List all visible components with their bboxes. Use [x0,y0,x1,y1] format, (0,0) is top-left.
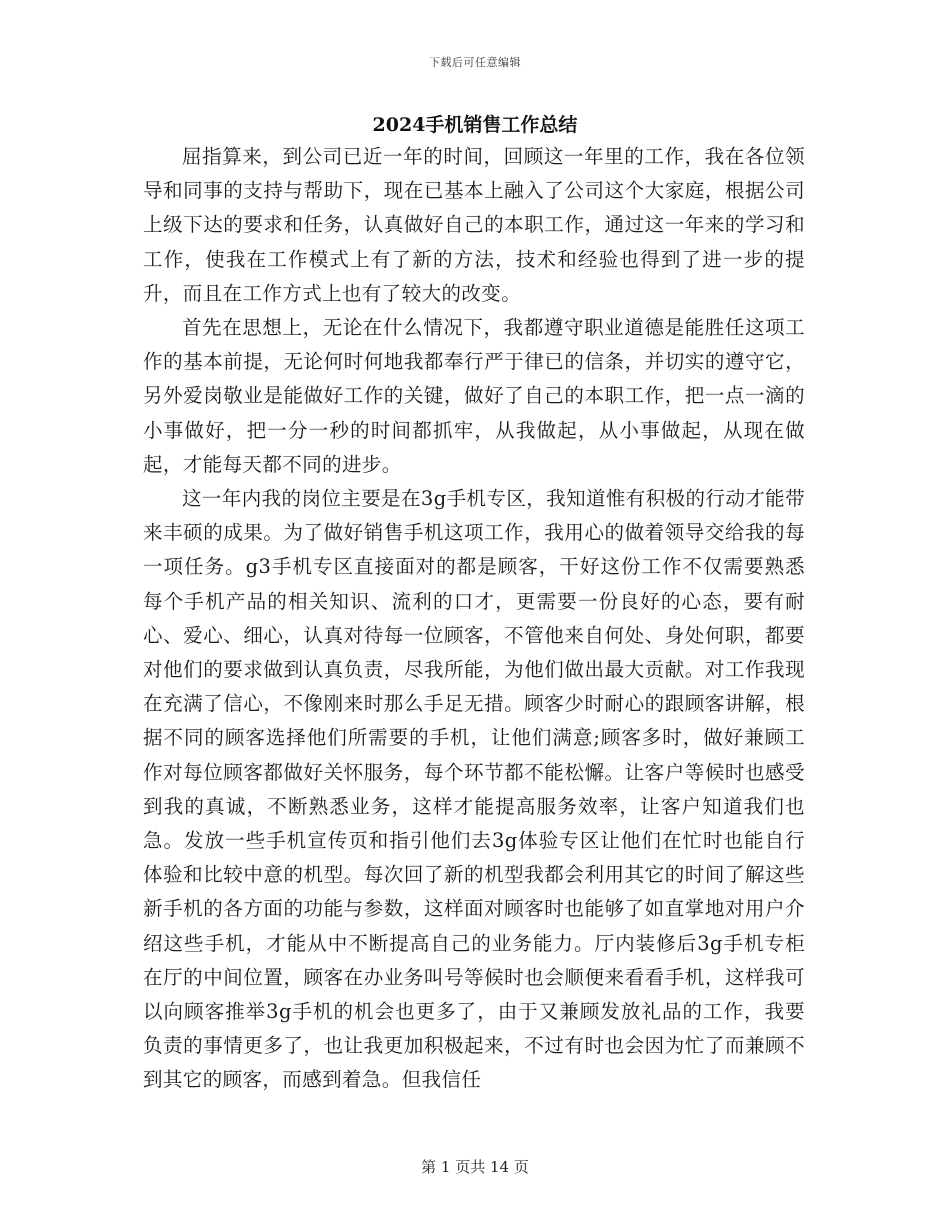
document-title: 2024手机销售工作总结 [372,114,578,136]
page-number: 第 1 页共 14 页 [421,1158,529,1176]
paragraph-intro: 屈指算来，到公司已近一年的时间，回顾这一年里的工作，我在各位领导和同事的支持与帮助下，现在已基本上融入了公司这个大家庭，根据公司上级下达的要求和任务，认真做好自己的本职工作，通过这一年来的学习和工作，使我在工作模式上有了新的方法，技术和经验也得到了进一步的提升，而且在工作方式上也有了较大的改变。 [143,145,805,305]
document-body [143,140,805,1098]
paragraph-position: 这一年内我的岗位主要是在3g手机专区，我知道惟有积极的行动才能带来丰硕的成果。为了做好销售手机这项工作，我用心的做着领导交给我的每一项任务。g3手机专区直接面对的都是顾客，干好这份工作不仅需要熟悉每个手机产品的相关知识、流利的口才，更需要一份良好的心态，要有耐心、爱心、细心，认真对待每一位顾客，不管他来自何处、身处何职，都要对他们的要求做到认真负责，尽我所能，为他们做出最大贡献。对工作我现在充满了信心，不像刚来时那么手足无措。顾客少时耐心的跟顾客讲解，根据不同的顾客选择他们所需要的手机，让他们满意;顾客多时，做好兼顾工作对每位顾客都做好关怀服务，每个环节都不能松懈。让客户等候时也感受到我的真诚，不断熟悉业务，这样才能提高服务效率，让客户知道我们也急。发放一些手机宣传页和指引他们去3g体验专区让他们在忙时也能自行体验和比较中意的机型。每次回了新的机型我都会利用其它的时间了解这些新手机的各方面的功能与参数，这样面对顾客时也能够了如直掌地对用户介绍这些手机，才能从中不断提高自己的业务能力。厅内装修后3g手机专柜在厅的中间位置，顾客在办业务叫号等候时也会顺便来看看手机，这样我可以向顾客推举3g手机的机会也更多了，由于又兼顾发放礼品的工作，我要负责的事情更多了，也让我更加积极起来，不过有时也会因为忙了而兼顾不到其它的顾客，而感到着急。但我信任 [143,487,805,1092]
page-header-note: 下载后可任意编辑 [429,56,521,69]
paragraph-ideology: 首先在思想上，无论在什么情况下，我都遵守职业道德是能胜任这项工作的基本前提，无论何时何地我都奉行严于律已的信条，并切实的遵守它，另外爱岗敬业是能做好工作的关键，做好了自己的本职工作，把一点一滴的小事做好，把一分一秒的时间都抓牢，从我做起，从小事做起，从现在做起，才能每天都不同的进步。 [143,316,805,476]
